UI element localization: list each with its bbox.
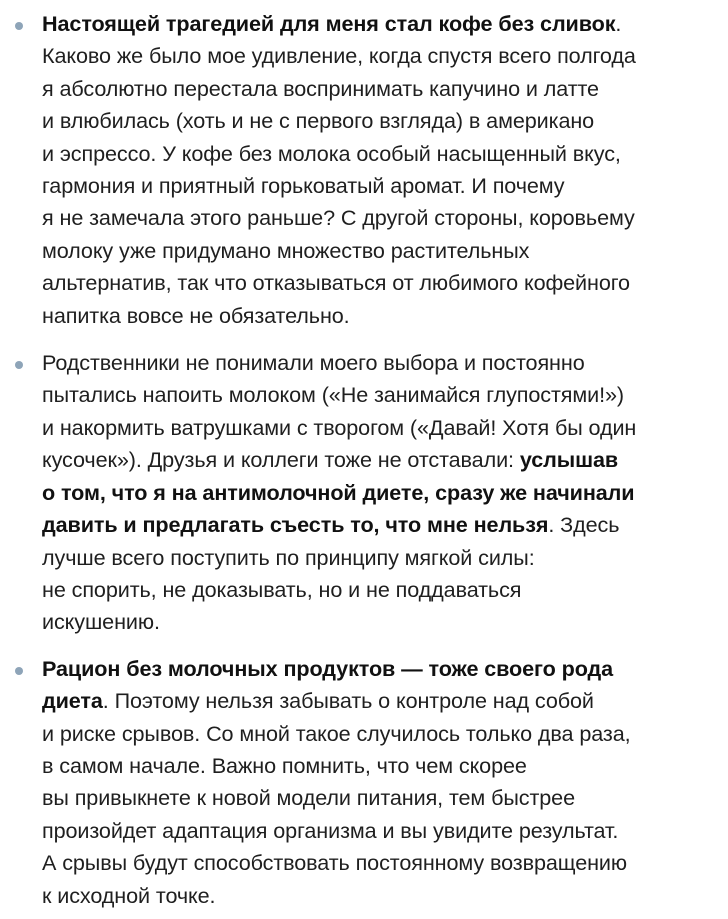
- text-line: вы привыкнете к новой модели питания, тем быстрее: [42, 785, 575, 811]
- text-line: альтернатив, так что отказываться от любимого кофейного: [42, 270, 630, 296]
- list-item: [0, 8, 728, 332]
- text-line: я абсолютно перестала воспринимать капучино и латте: [42, 75, 599, 101]
- text-line: к исходной точке.: [42, 882, 216, 908]
- text-line: Каково же было мое удивление, когда спустя всего полгода: [42, 43, 636, 69]
- bullet-dot-icon: [15, 22, 23, 30]
- text-line: Родственники не понимали моего выбора и постоянно: [42, 350, 585, 376]
- text-line: и накормить ватрушками с творогом («Давай! Хотя бы один: [42, 414, 637, 440]
- text-line: пытались напоить молоком («Не занимайся глупостями!»): [42, 382, 624, 408]
- list-item: [0, 347, 728, 639]
- text-line: в самом начале. Важно помнить, что чем скорее: [42, 752, 527, 778]
- paragraph-relatives: [42, 347, 718, 639]
- bullet-dot-icon: [15, 667, 23, 675]
- text-line: и эспрессо. У кофе без молока особый насыщенный вкус,: [42, 140, 621, 166]
- text-line: А срывы будут способствовать постоянному возвращению: [42, 850, 627, 876]
- text-line: кусочек»). Друзья и коллеги тоже не отставали: услышав: [42, 447, 619, 473]
- text-line: молоку уже придумано множество растительных: [42, 237, 530, 263]
- text-line: искушению.: [42, 609, 160, 635]
- text-line: давить и предлагать съесть то, что мне нельзя. Здесь: [42, 512, 620, 538]
- bullet-dot-icon: [15, 361, 23, 369]
- text-line: диета. Поэтому нельзя забывать о контроле над собой: [42, 688, 594, 714]
- text-line: не спорить, не доказывать, но и не поддаваться: [42, 576, 522, 602]
- text-line: и влюбилась (хоть и не с первого взгляда) в американо: [42, 108, 595, 134]
- text-line: Рацион без молочных продуктов — тоже своего рода: [42, 655, 614, 681]
- text-line: произойдет адаптация организма и вы увидите результат.: [42, 817, 619, 843]
- text-line: я не замечала этого раньше? С другой стороны, коровьему: [42, 205, 635, 231]
- text-line: и риске срывов. Со мной такое случилось только два раза,: [42, 720, 631, 746]
- paragraph-diet: [42, 653, 718, 912]
- list-item: [0, 653, 728, 912]
- text-line: гармония и приятный горьковатый аромат. И почему: [42, 173, 565, 199]
- text-line: лучше всего поступить по принципу мягкой силы:: [42, 544, 535, 570]
- text-line: Настоящей трагедией для меня стал кофе без сливок.: [42, 11, 622, 36]
- text-line: напитка вовсе не обязательно.: [42, 302, 350, 328]
- text-line: о том, что я на антимолочной диете, сразу же начинали: [42, 479, 635, 505]
- paragraph-coffee: [42, 8, 718, 332]
